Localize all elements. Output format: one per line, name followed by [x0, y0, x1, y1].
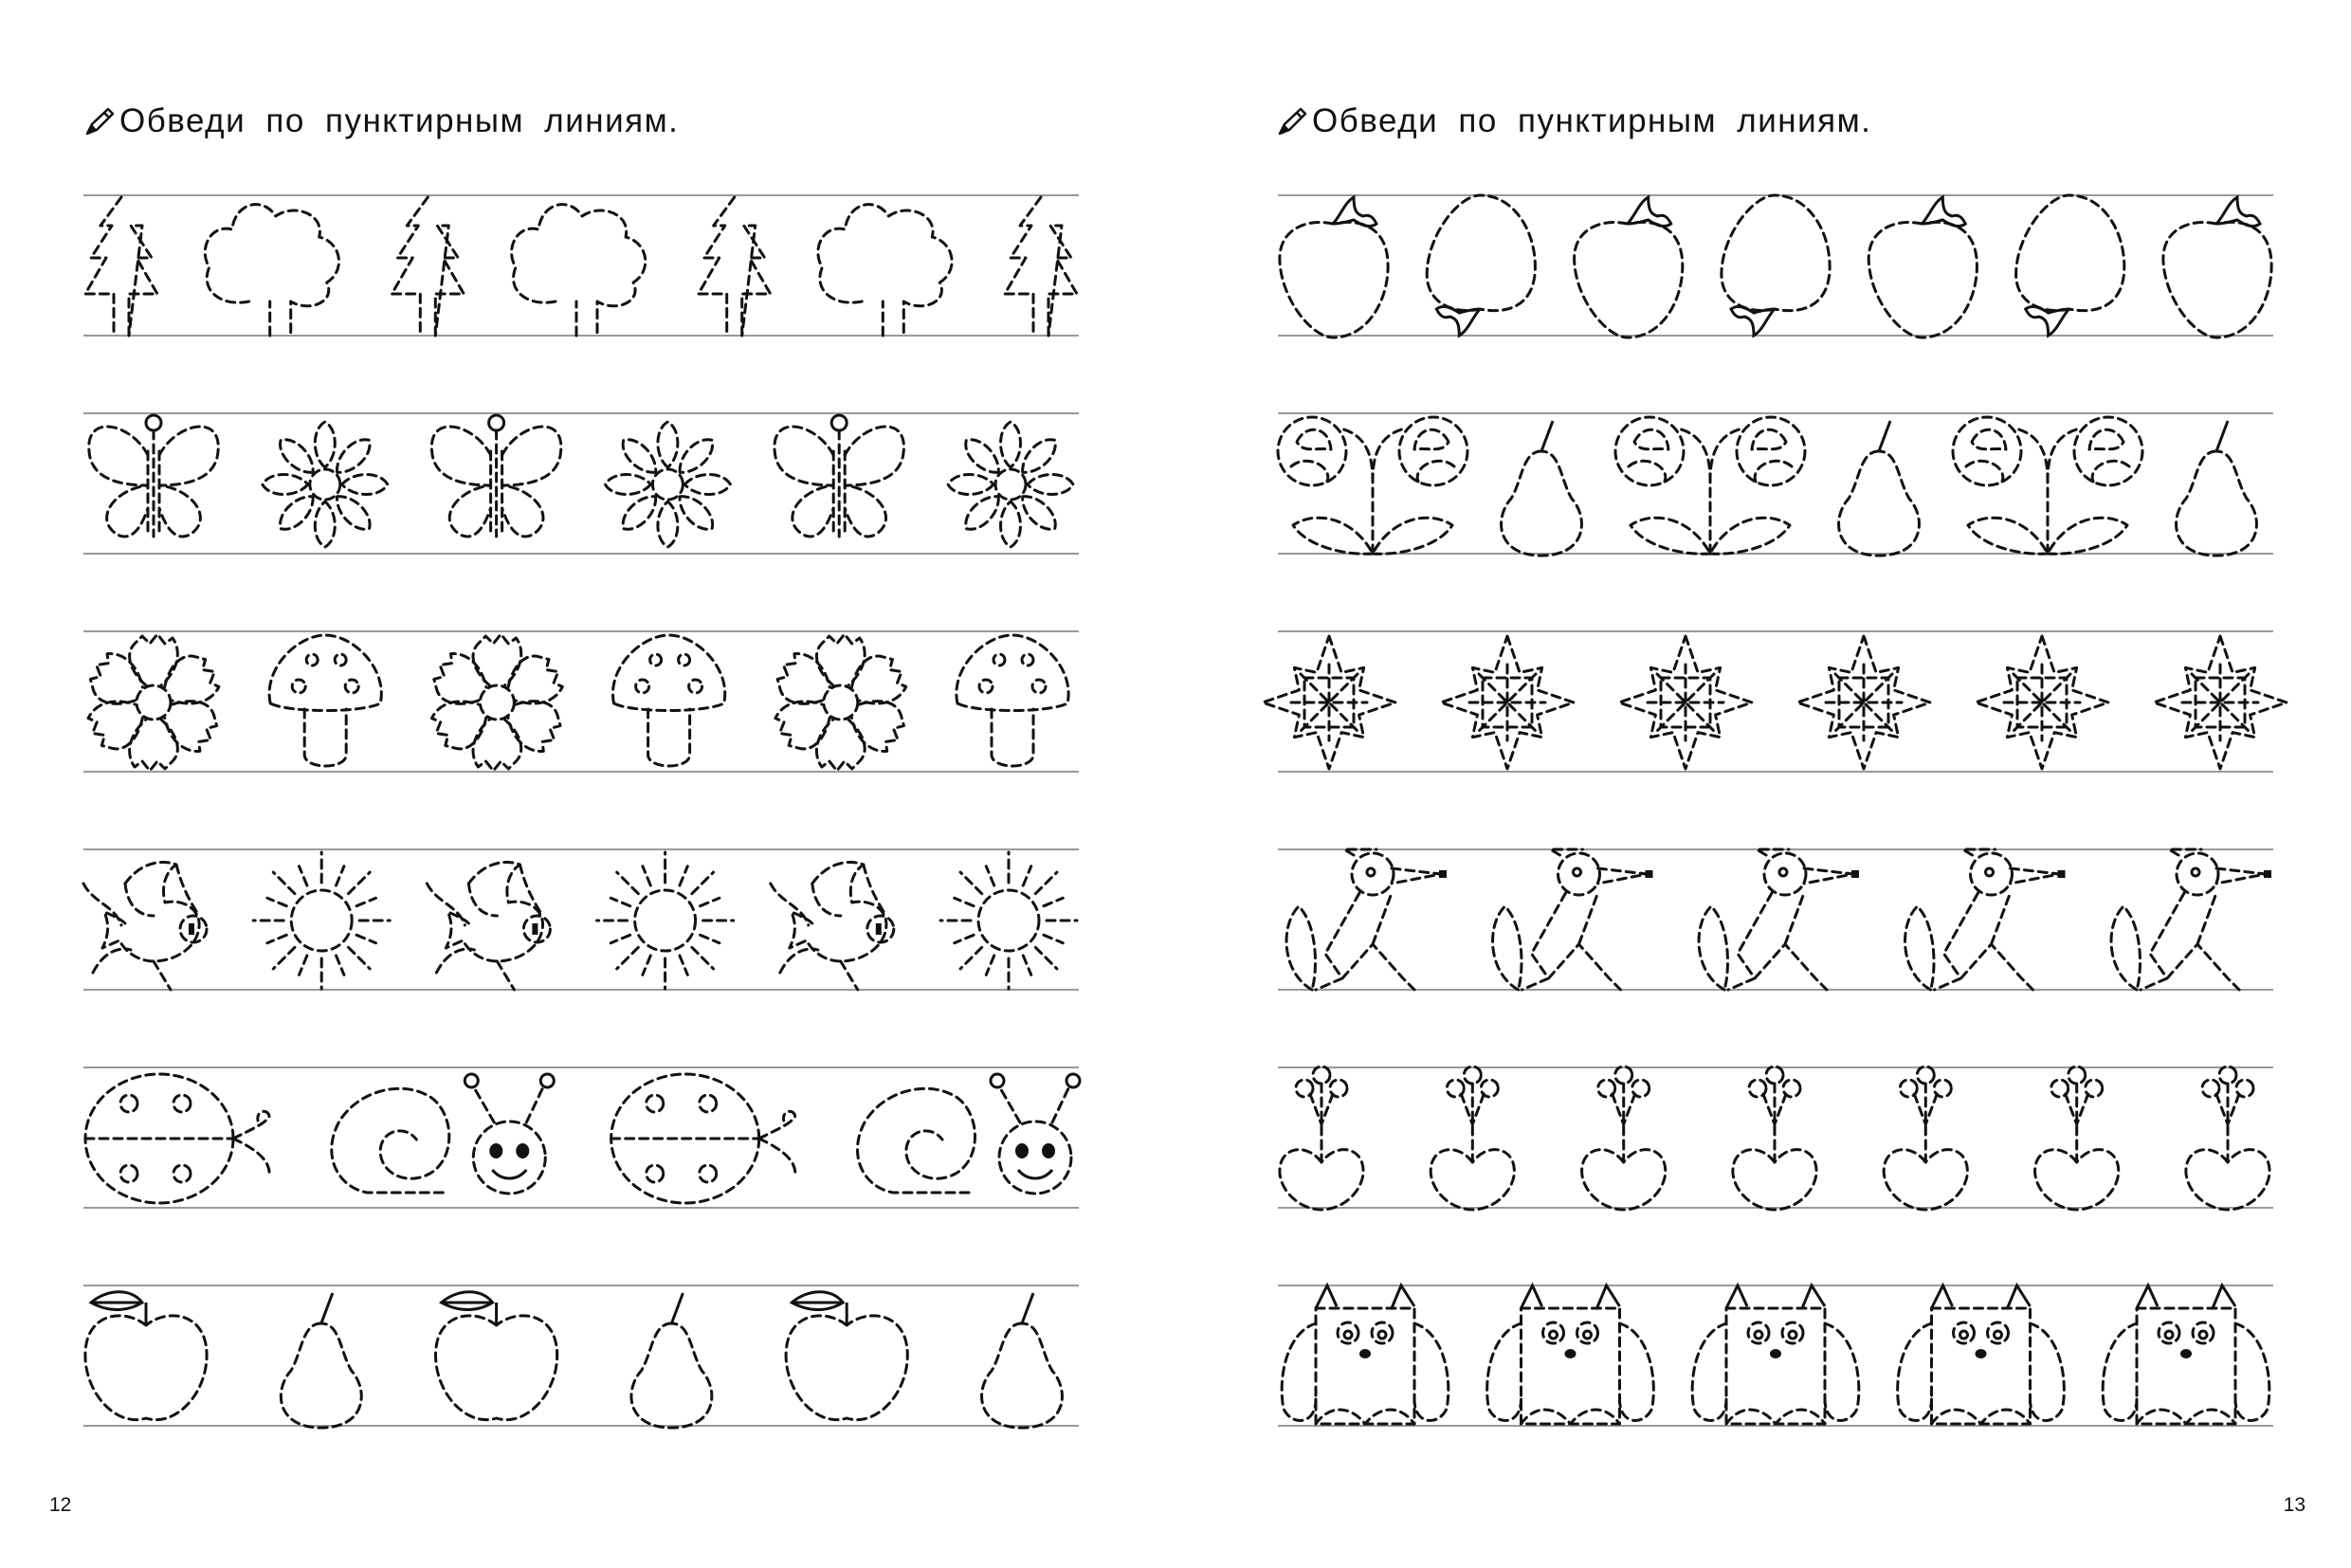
- fir-tree-figure[interactable]: [1005, 197, 1077, 336]
- snail-figure[interactable]: [857, 1074, 1080, 1194]
- bird-figure[interactable]: [2111, 849, 2271, 990]
- star-figure[interactable]: [1797, 636, 1930, 769]
- vase-figure[interactable]: [1733, 1067, 1816, 1210]
- strawberry-down-figure[interactable]: [2016, 195, 2124, 336]
- bird-figure[interactable]: [1905, 849, 2066, 990]
- bird-figure[interactable]: [1699, 849, 1859, 990]
- mushroom-figure[interactable]: [269, 635, 381, 766]
- owl-figure[interactable]: [1487, 1285, 1654, 1424]
- pear-figure[interactable]: [1839, 421, 1920, 556]
- pear-figure[interactable]: [2177, 421, 2257, 556]
- pear-figure[interactable]: [631, 1293, 712, 1428]
- fish-figure[interactable]: [83, 862, 207, 990]
- deciduous-tree-figure[interactable]: [205, 205, 338, 336]
- star-figure[interactable]: [1619, 636, 1752, 769]
- owls-row: [1278, 1285, 2273, 1426]
- fir-tree-figure[interactable]: [85, 197, 157, 336]
- ladybug-figure[interactable]: [85, 1074, 269, 1203]
- tulips-figure[interactable]: [1615, 417, 1805, 554]
- vase-figure[interactable]: [1280, 1067, 1363, 1210]
- strawberry-down-figure[interactable]: [1722, 195, 1830, 336]
- page-number: 12: [49, 1494, 72, 1516]
- pear-figure[interactable]: [982, 1293, 1063, 1428]
- daisy-figure[interactable]: [263, 422, 388, 547]
- fir-tree-figure[interactable]: [699, 197, 771, 336]
- vase-figure[interactable]: [1582, 1067, 1666, 1210]
- strawberry-up-figure[interactable]: [1575, 197, 1683, 337]
- owl-figure[interactable]: [1282, 1285, 1449, 1424]
- ladybugs-snails-row: [83, 1067, 1080, 1208]
- strawberries-row: [1278, 195, 2273, 337]
- butterfly-figure[interactable]: [431, 415, 560, 537]
- sun-figure[interactable]: [597, 852, 734, 989]
- vase-figure[interactable]: [2186, 1067, 2269, 1210]
- owl-figure[interactable]: [2103, 1285, 2269, 1424]
- butterfly-figure[interactable]: [89, 415, 218, 537]
- pear-figure[interactable]: [1502, 421, 1582, 556]
- star-figure[interactable]: [1976, 636, 2108, 769]
- birds-row: [1278, 849, 2273, 990]
- fish-figure[interactable]: [427, 862, 550, 990]
- strawberry-down-figure[interactable]: [1427, 195, 1535, 336]
- stars-row: [1263, 631, 2287, 772]
- fir-tree-figure[interactable]: [392, 197, 464, 336]
- instruction-text: Обведи по пунктирным линиям.: [1312, 102, 1872, 139]
- tracing-sheet: [1176, 0, 2351, 1568]
- snail-figure[interactable]: [332, 1074, 555, 1194]
- star-figure[interactable]: [1441, 636, 1574, 769]
- fish-suns-row: [83, 849, 1079, 990]
- bird-figure[interactable]: [1493, 849, 1653, 990]
- carnation-figure[interactable]: [770, 634, 912, 771]
- instruction-text: Обведи по пунктирным линиям.: [119, 102, 680, 139]
- owl-figure[interactable]: [1898, 1285, 2065, 1424]
- deciduous-tree-figure[interactable]: [818, 205, 952, 336]
- mushroom-figure[interactable]: [957, 635, 1068, 766]
- apple-figure[interactable]: [85, 1292, 207, 1420]
- vase-figure[interactable]: [1431, 1067, 1514, 1210]
- sun-figure[interactable]: [253, 852, 390, 989]
- fish-figure[interactable]: [771, 862, 894, 990]
- strawberry-up-figure[interactable]: [2163, 197, 2271, 337]
- owl-figure[interactable]: [1692, 1285, 1859, 1424]
- deciduous-tree-figure[interactable]: [512, 205, 646, 336]
- vases-row: [1278, 1067, 2273, 1210]
- carnation-figure[interactable]: [426, 634, 568, 771]
- ladybug-figure[interactable]: [611, 1074, 795, 1203]
- daisy-figure[interactable]: [948, 422, 1073, 547]
- tulips-figure[interactable]: [1278, 417, 1467, 554]
- bird-figure[interactable]: [1286, 849, 1447, 990]
- apples-pears-row: [83, 1285, 1079, 1428]
- strawberry-up-figure[interactable]: [1280, 197, 1388, 337]
- star-figure[interactable]: [2154, 636, 2287, 769]
- page-number: 13: [2283, 1494, 2305, 1516]
- trees-row: [83, 195, 1079, 336]
- vase-figure[interactable]: [1884, 1067, 1967, 1210]
- butterflies-flowers-row: [83, 413, 1079, 554]
- apple-figure[interactable]: [436, 1292, 557, 1420]
- apple-figure[interactable]: [786, 1292, 907, 1420]
- sun-figure[interactable]: [940, 852, 1077, 989]
- vase-figure[interactable]: [2035, 1067, 2119, 1210]
- strawberry-up-figure[interactable]: [1868, 197, 1977, 337]
- butterfly-figure[interactable]: [775, 415, 903, 537]
- pear-figure[interactable]: [281, 1293, 361, 1428]
- carnations-mushrooms-row: [82, 631, 1079, 772]
- carnation-figure[interactable]: [82, 634, 225, 771]
- daisy-figure[interactable]: [605, 422, 730, 547]
- star-figure[interactable]: [1263, 636, 1395, 769]
- tulips-figure[interactable]: [1953, 417, 2142, 554]
- mushroom-figure[interactable]: [612, 635, 724, 766]
- tulips-pears-row: [1278, 413, 2273, 556]
- right-page: [1176, 0, 2351, 1568]
